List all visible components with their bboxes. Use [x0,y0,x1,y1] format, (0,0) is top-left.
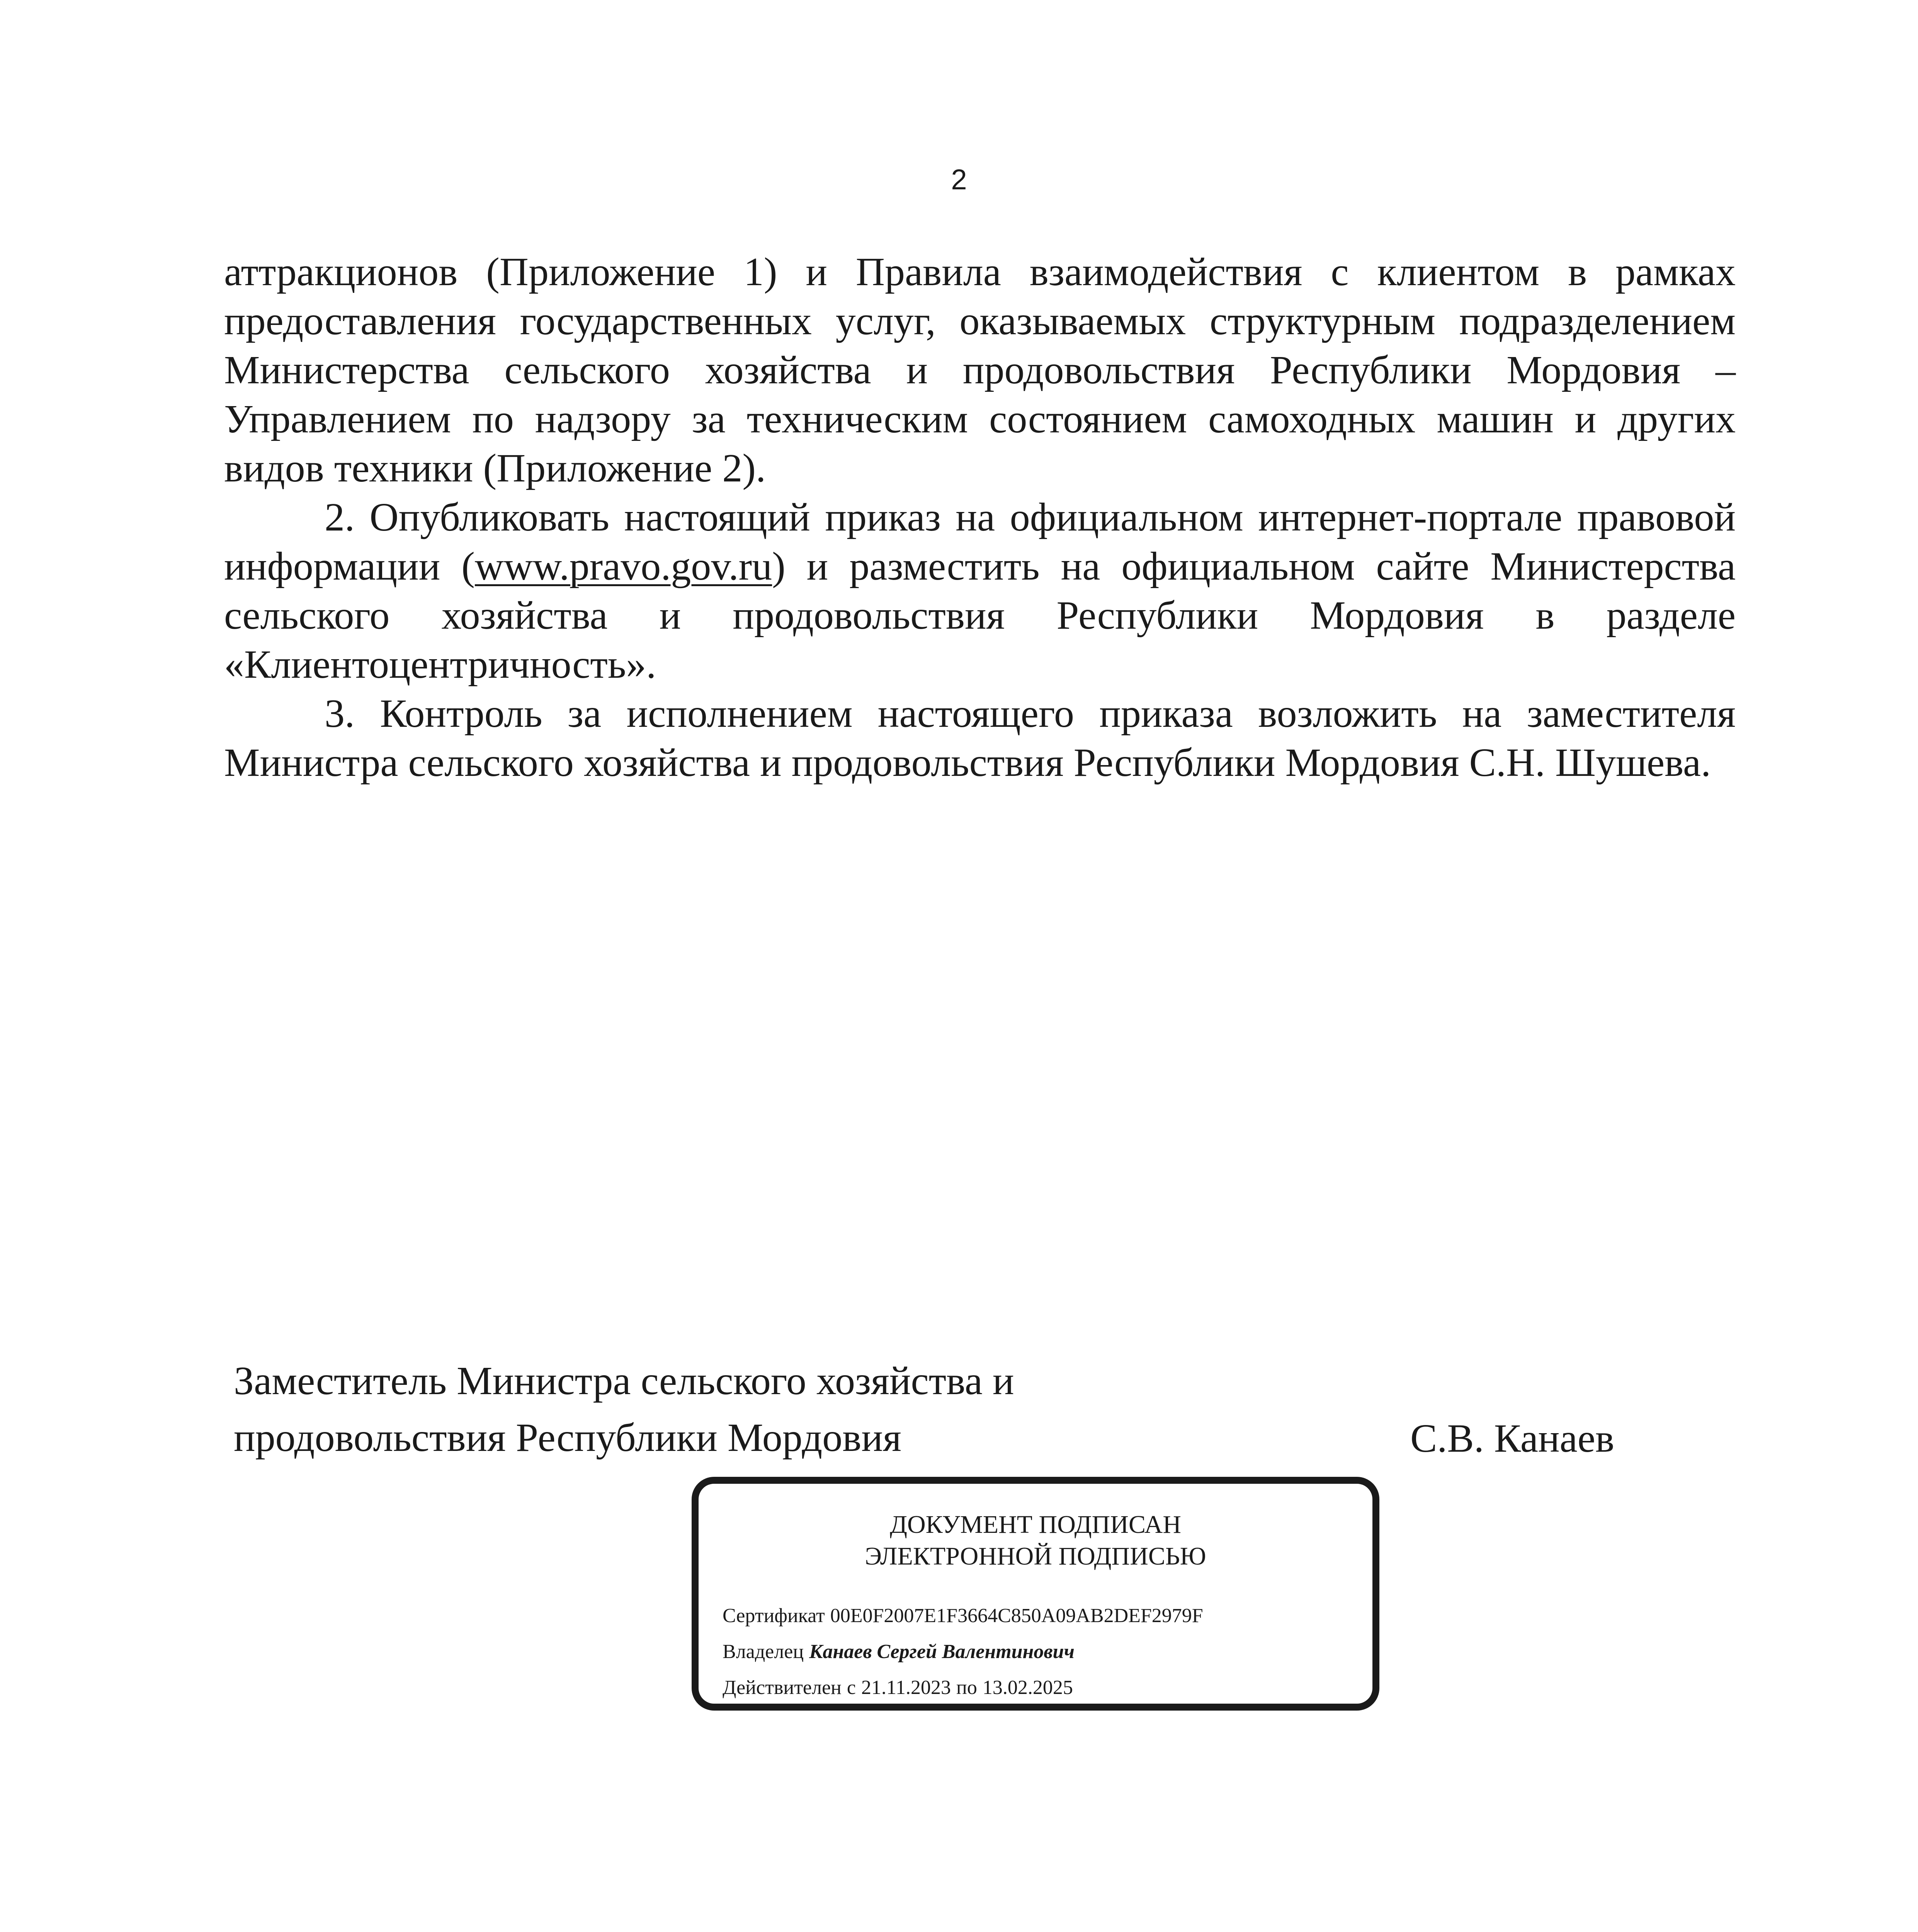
validity-row [723,1670,1203,1706]
paragraph-2 [224,493,1736,689]
certificate-label: Сертификат [723,1605,825,1627]
electronic-signature-stamp [692,1477,1379,1711]
paragraph-3: 3. Контроль за исполнением настоящего приказа возложить на заместителя Министра сельского хозяйства и продовольствия Республики Мордовия С.Н. Шушева. [224,691,1736,785]
valid-from-label: с [847,1677,856,1699]
stamp-details [723,1598,1203,1706]
owner-label: Владелец [723,1641,804,1663]
signatory-position [234,1352,1014,1466]
paragraph-2-text-after: ) и разместить на официальном сайте Министерства сельского хозяйства и продовольствия Республики Мордовия в разделе «Клиентоцентричность». [224,544,1736,687]
owner-value: Канаев Сергей Валентинович [809,1641,1075,1663]
document-body [224,247,1736,787]
valid-from-date: 21.11.2023 [861,1677,951,1699]
page-number: 2 [951,163,967,196]
paragraph-2-text-before: 2. Опубликовать настоящий приказ на официальном интернет-портале правовой информации ( [224,495,1736,588]
valid-label: Действителен [723,1677,842,1699]
signatory-name: С.В. Канаев [1410,1416,1614,1461]
stamp-heading [699,1509,1372,1572]
valid-to-date: 13.02.2025 [982,1677,1073,1699]
paragraph-1: аттракционов (Приложение 1) и Правила взаимодействия с клиентом в рамках предоставления государственных услуг, оказываемых структурным подразделением Министерства сельского хозяйства и продовольствия Республики Мордовия – Управлением по надзору за техническим состоянием самоходных машин и других видов техники (Приложение 2). [224,250,1736,490]
stamp-heading-line-2: ЭЛЕКТРОННОЙ ПОДПИСЬЮ [865,1542,1206,1570]
pravo-link[interactable]: www.pravo.gov.ru [474,544,772,588]
signatory-position-line-2: продовольствия Республики Мордовия [234,1415,901,1460]
certificate-value: 00E0F2007E1F3664C850A09AB2DEF2979F [830,1605,1203,1627]
valid-to-label: по [956,1677,977,1699]
stamp-heading-line-1: ДОКУМЕНТ ПОДПИСАН [889,1510,1182,1539]
certificate-row [723,1598,1203,1634]
signatory-position-line-1: Заместитель Министра сельского хозяйства и [234,1359,1014,1403]
owner-row [723,1634,1203,1670]
